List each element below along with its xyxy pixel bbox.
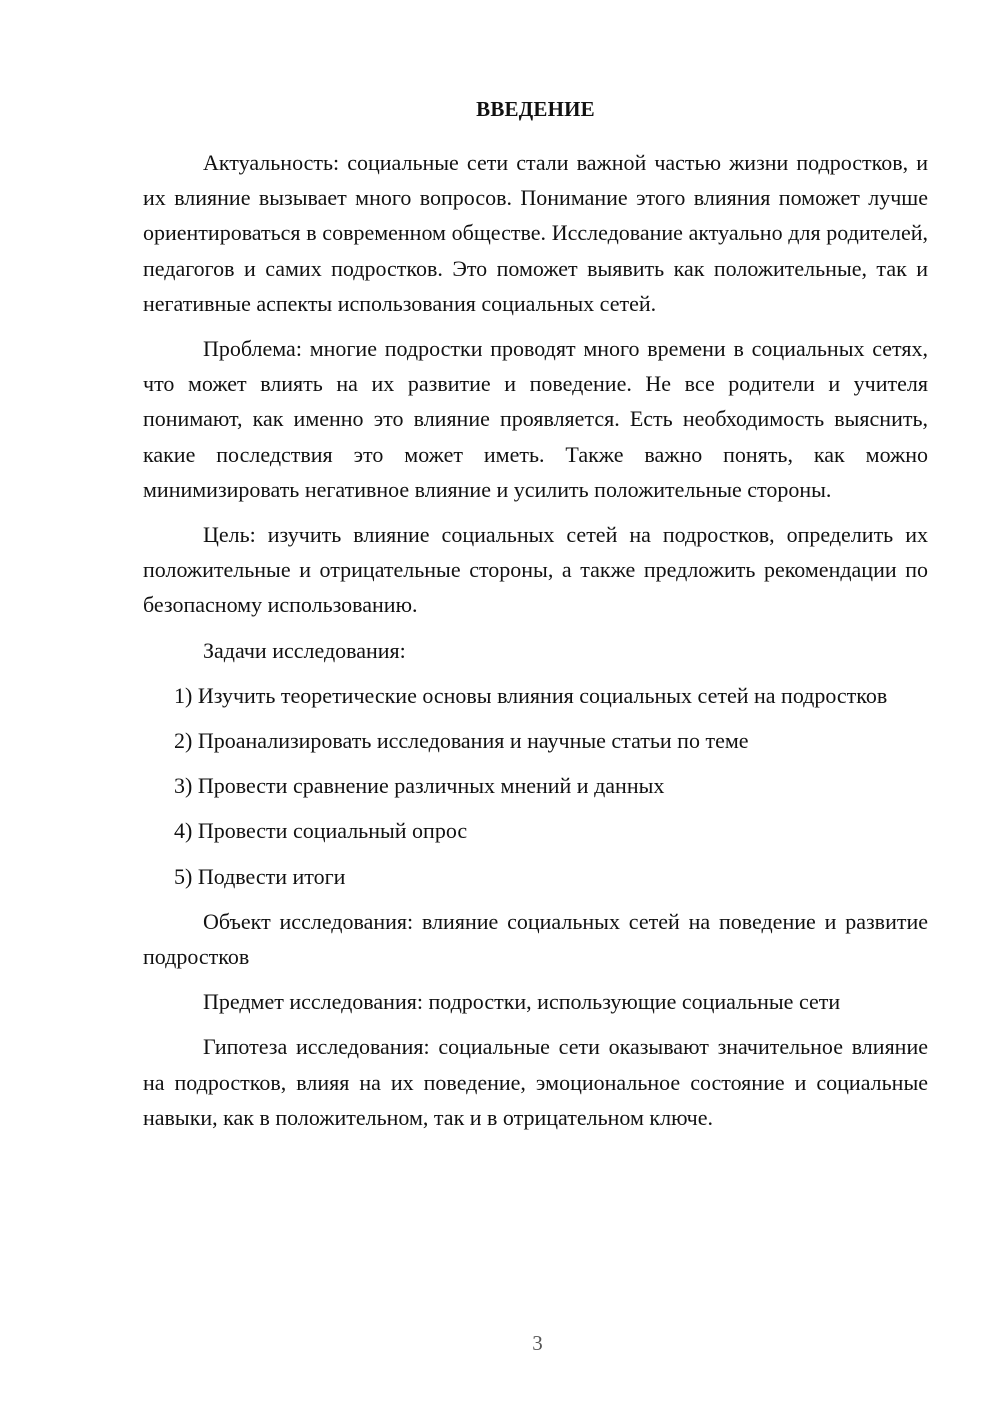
page-number: 3 [532,1331,543,1355]
problem-paragraph: Проблема: многие подростки проводят много времени в социальных сетях, что может влиять на их развитие и поведение. Не все родители и учителя понимают, как именно это влияние проявляется. Есть необходимость выяснить, какие последствия это может иметь. Также важно понять, как можно минимизировать негативное влияние и усилить положительные стороны. [143,336,928,502]
page-content [143,92,928,1145]
task-item: 2) Проанализировать исследования и научные статьи по теме [174,728,749,754]
task-item: 3) Провести сравнение различных мнений и данных [174,773,665,799]
goal-paragraph: Цель: изучить влияние социальных сетей на подростков, определить их положительные и отрицательные стороны, а также предложить рекомендации по безопасному использованию. [143,522,928,618]
subject-paragraph: Предмет исследования: подростки, использующие социальные сети [203,989,841,1015]
hypothesis-paragraph: Гипотеза исследования: социальные сети оказывают значительное влияние на подростков, влияя на их поведение, эмоциональное состояние и социальные навыки, как в положительном, так и в отрицательном ключе. [143,1034,928,1130]
task-item: 1) Изучить теоретические основы влияния социальных сетей на подростков [174,682,888,708]
task-item: 5) Подвести итоги [174,863,346,889]
page-title: ВВЕДЕНИЕ [476,97,595,121]
tasks-heading: Задачи исследования: [203,637,406,663]
object-paragraph: Объект исследования: влияние социальных сетей на поведение и развитие подростков [143,908,928,970]
task-item: 4) Провести социальный опрос [174,818,468,844]
relevance-paragraph: Актуальность: социальные сети стали важной частью жизни подростков, и их влияние вызывает много вопросов. Понимание этого влияния поможет лучше ориентироваться в современном обществе. Исследование актуально для родителей, педагогов и самих подростков. Это поможет выявить как положительные, так и негативные аспекты использования социальных сетей. [143,150,928,316]
